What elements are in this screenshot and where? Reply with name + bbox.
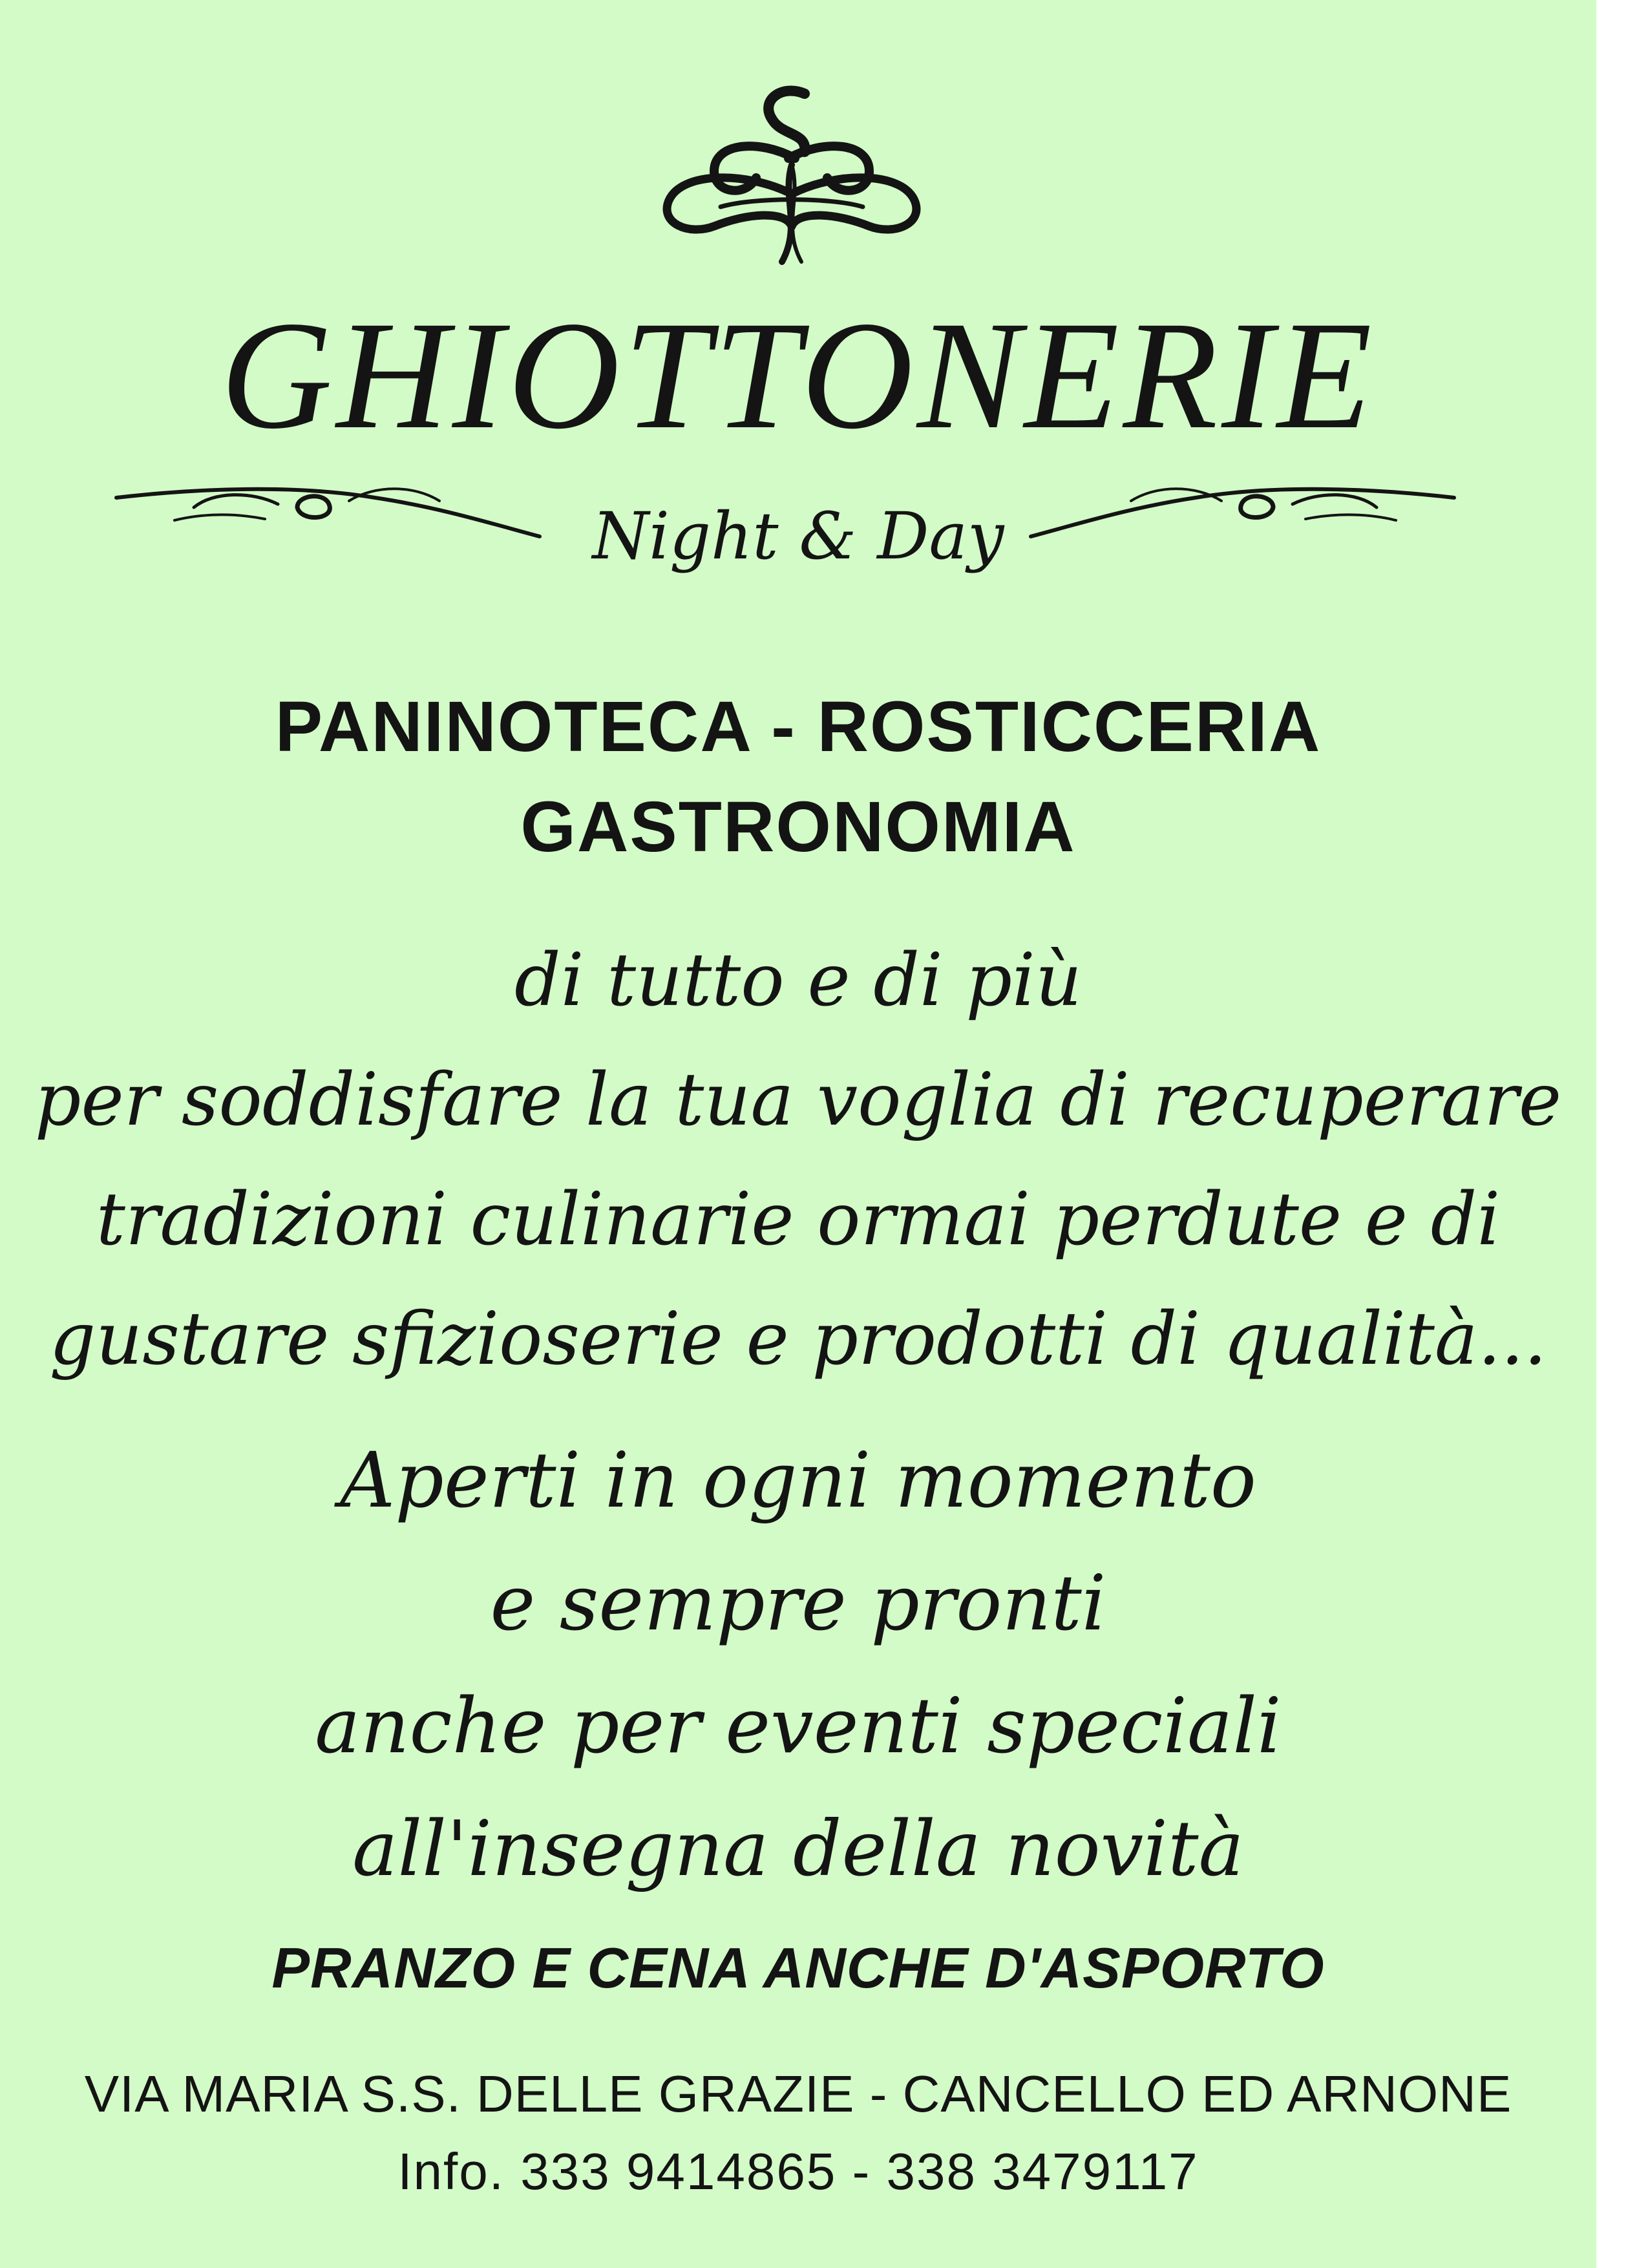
flourish-ornament-icon [643,81,940,275]
takeaway-notice: PRANZO E CENA ANCHE D'ASPORTO [271,1936,1325,2000]
description-line-3: tradizioni culinarie ormai perdute e di [96,1178,1501,1262]
category-line-2: GASTRONOMIA [520,787,1076,867]
right-flourish-icon [1028,462,1467,559]
description-line-1: di tutto e di più [514,938,1082,1023]
description-line-2: per soddisfare la tua voglia di recuperare [34,1058,1562,1142]
tagline: Night & Day [592,498,1004,574]
opening-line-2: e sempre pronti [490,1558,1106,1648]
opening-line-3: anche per eventi speciali [315,1681,1282,1770]
phone-numbers: Info. 333 9414865 - 338 3479117 [397,2143,1199,2200]
brand-name: GHIOTTONERIE [220,289,1376,461]
description-line-4: gustare sfizioserie e prodotti di qualità... [49,1297,1547,1381]
scan-margin [1596,0,1648,2268]
opening-line-1: Aperti in ogni momento [340,1436,1256,1525]
opening-line-4: all'insegna della novità [352,1804,1244,1893]
address: VIA MARIA S.S. DELLE GRAZIE - CANCELLO ED ARNONE [84,2065,1512,2123]
category-line-1: PANINOTECA - ROSTICCERIA [275,687,1322,767]
